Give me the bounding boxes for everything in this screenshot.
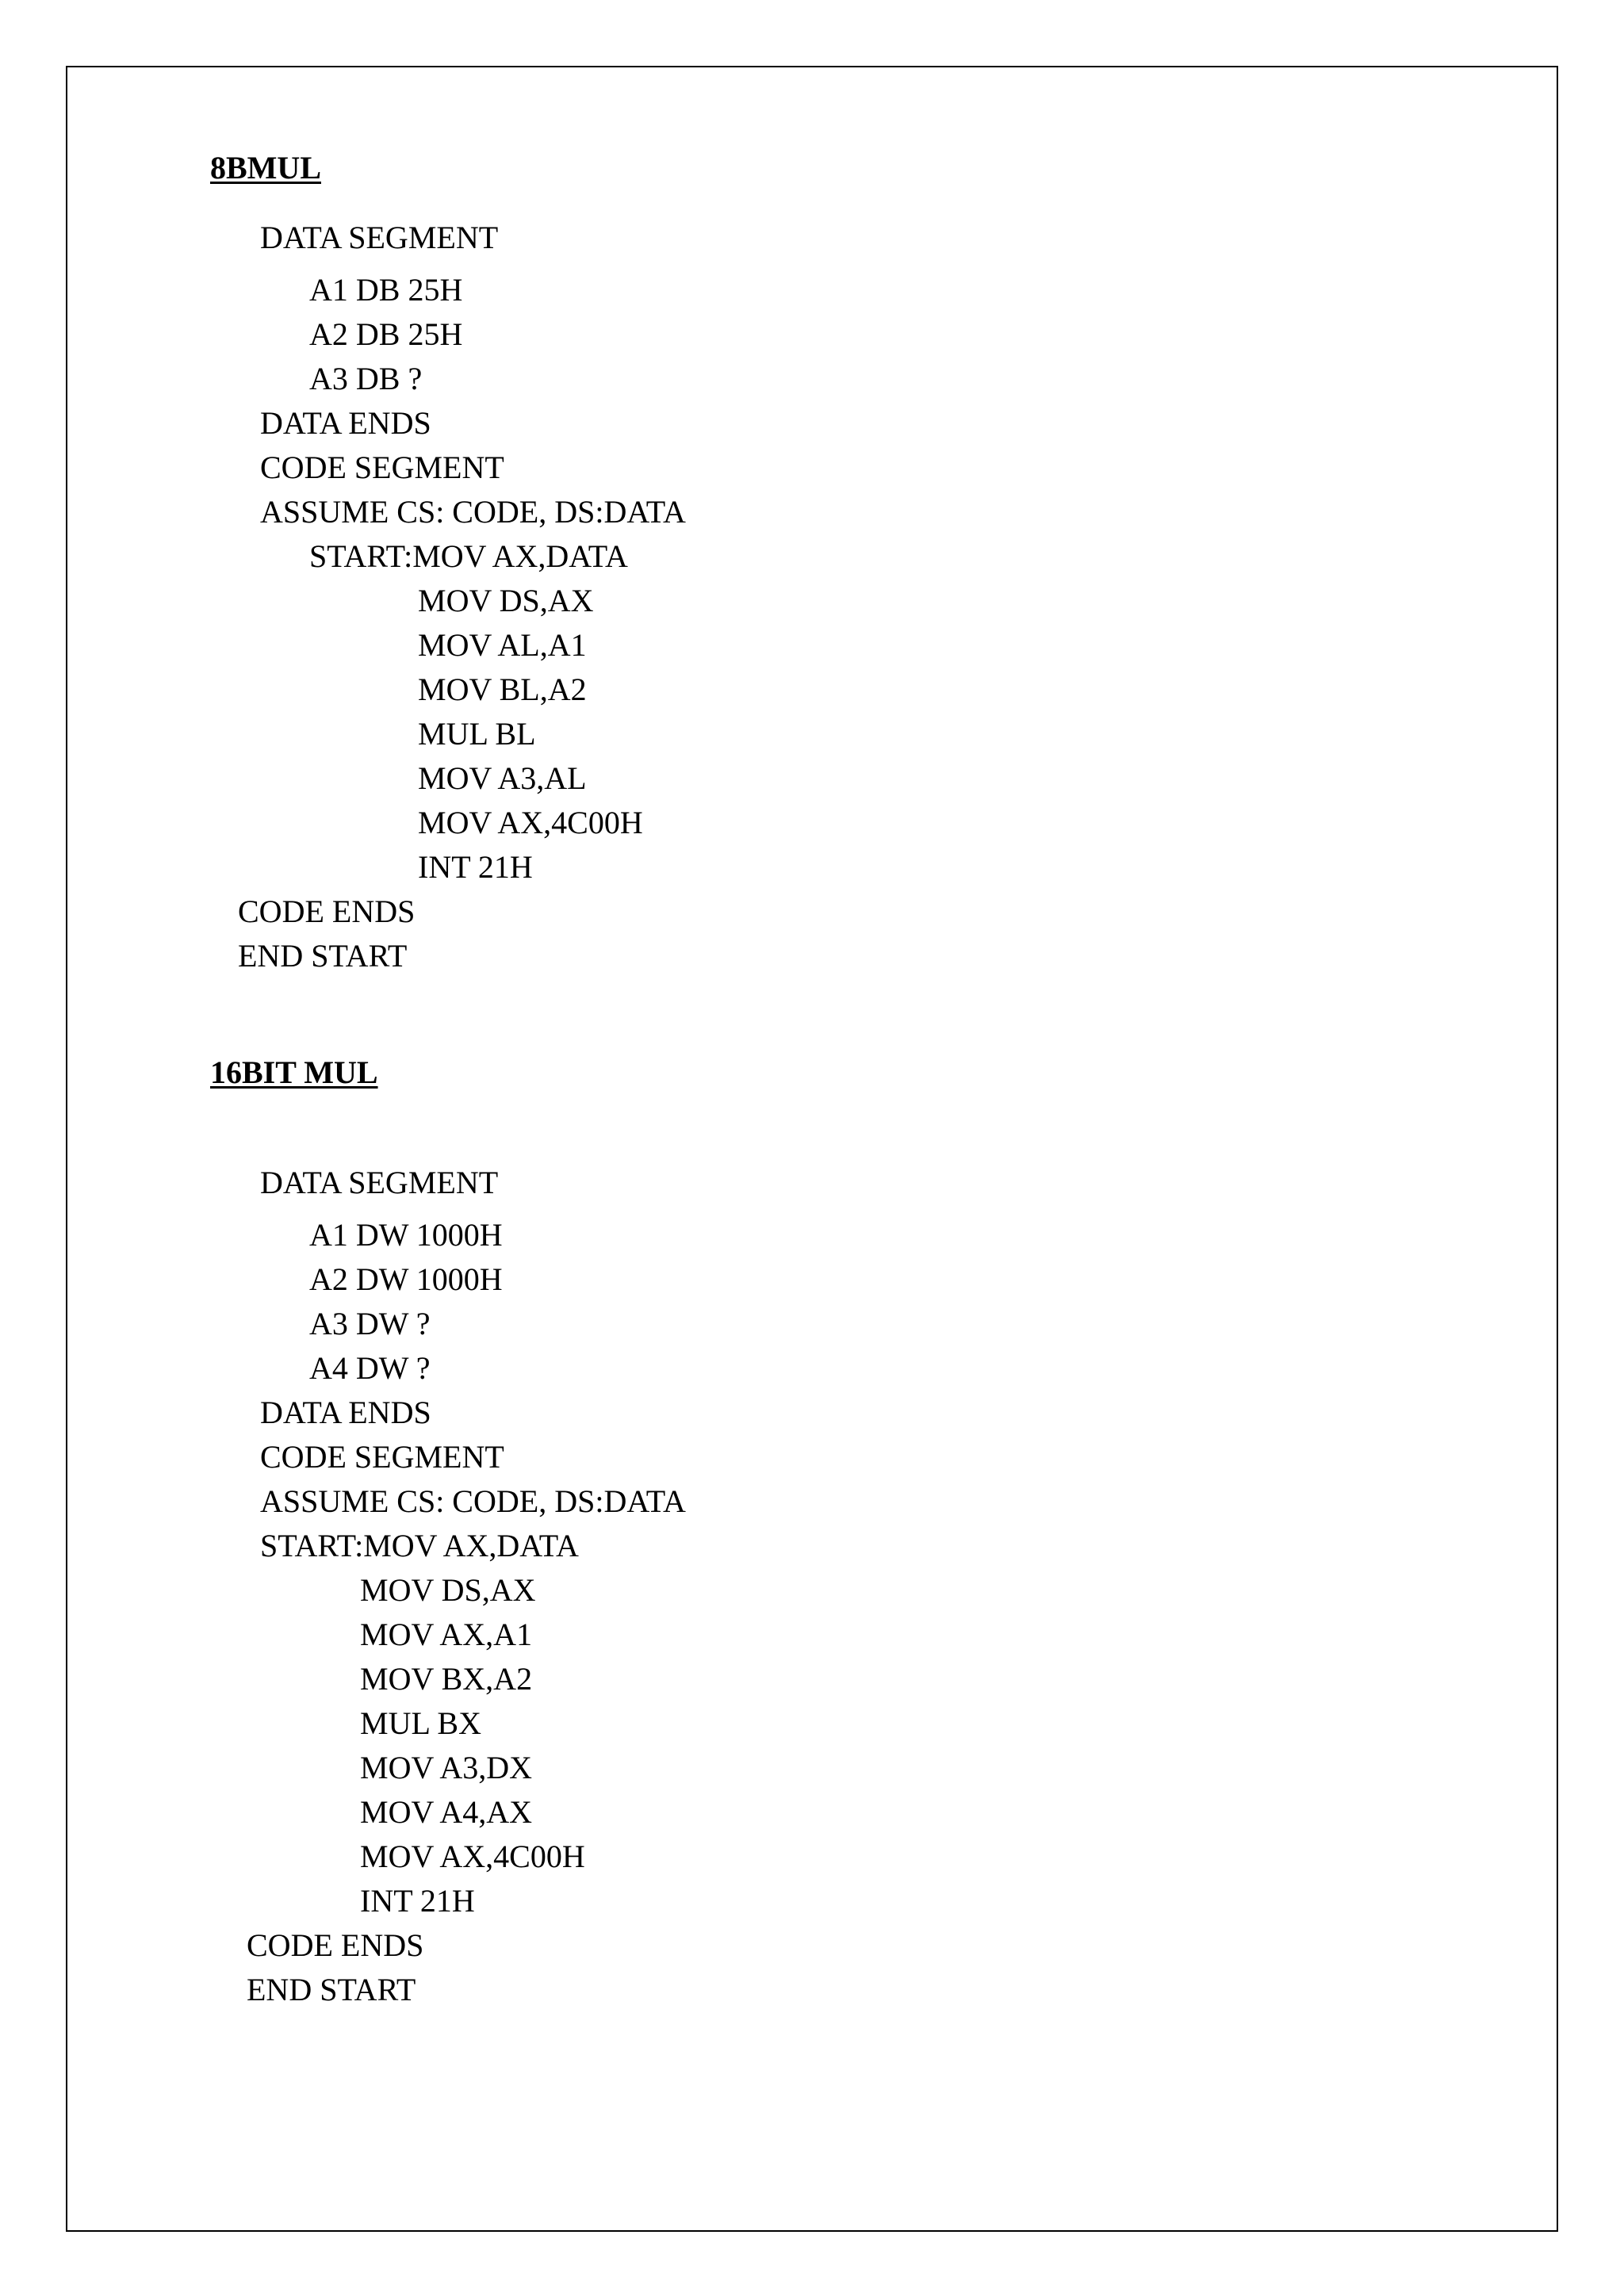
code-line: CODE ENDS bbox=[247, 1927, 424, 1963]
code-line: CODE ENDS bbox=[238, 894, 416, 929]
section-heading: 16BIT MUL bbox=[210, 1054, 378, 1090]
code-line: A2 DW 1000H bbox=[309, 1261, 503, 1297]
code-line: A4 DW ? bbox=[309, 1350, 431, 1386]
code-line: MOV BL,A2 bbox=[418, 672, 587, 707]
code-line: END START bbox=[238, 938, 408, 974]
code-line: CODE SEGMENT bbox=[260, 450, 504, 485]
code-line: MUL BL bbox=[418, 716, 536, 752]
page-border bbox=[66, 66, 1558, 2232]
code-line: MOV A3,AL bbox=[418, 760, 587, 796]
code-line: START:MOV AX,DATA bbox=[309, 538, 628, 574]
section-heading: 8BMUL bbox=[210, 150, 321, 186]
code-line: ASSUME CS: CODE, DS:DATA bbox=[260, 494, 686, 530]
code-line: A2 DB 25H bbox=[309, 316, 463, 352]
code-line: MOV BX,A2 bbox=[360, 1661, 533, 1697]
code-line: MOV A4,AX bbox=[360, 1794, 533, 1830]
code-line: A1 DB 25H bbox=[309, 272, 463, 308]
code-line: A1 DW 1000H bbox=[309, 1217, 503, 1253]
code-line: MOV AL,A1 bbox=[418, 627, 587, 663]
code-line: DATA SEGMENT bbox=[260, 220, 499, 255]
code-line: ASSUME CS: CODE, DS:DATA bbox=[260, 1483, 686, 1519]
code-line: DATA ENDS bbox=[260, 405, 431, 441]
code-line: A3 DW ? bbox=[309, 1306, 431, 1341]
code-line: MOV AX,4C00H bbox=[360, 1839, 585, 1874]
code-line: DATA ENDS bbox=[260, 1395, 431, 1430]
code-line: MOV AX,A1 bbox=[360, 1617, 533, 1652]
code-line: MOV DS,AX bbox=[360, 1572, 536, 1608]
code-line: A3 DB ? bbox=[309, 361, 423, 396]
code-line: MOV DS,AX bbox=[418, 583, 594, 618]
code-line: END START bbox=[247, 1972, 416, 2007]
code-line: DATA SEGMENT bbox=[260, 1165, 499, 1200]
code-line: MOV AX,4C00H bbox=[418, 805, 643, 840]
code-line: MUL BX bbox=[360, 1705, 481, 1741]
code-line: INT 21H bbox=[360, 1883, 475, 1919]
code-line: START:MOV AX,DATA bbox=[260, 1528, 579, 1563]
code-line: MOV A3,DX bbox=[360, 1750, 533, 1785]
code-line: INT 21H bbox=[418, 849, 533, 885]
code-line: CODE SEGMENT bbox=[260, 1439, 504, 1475]
